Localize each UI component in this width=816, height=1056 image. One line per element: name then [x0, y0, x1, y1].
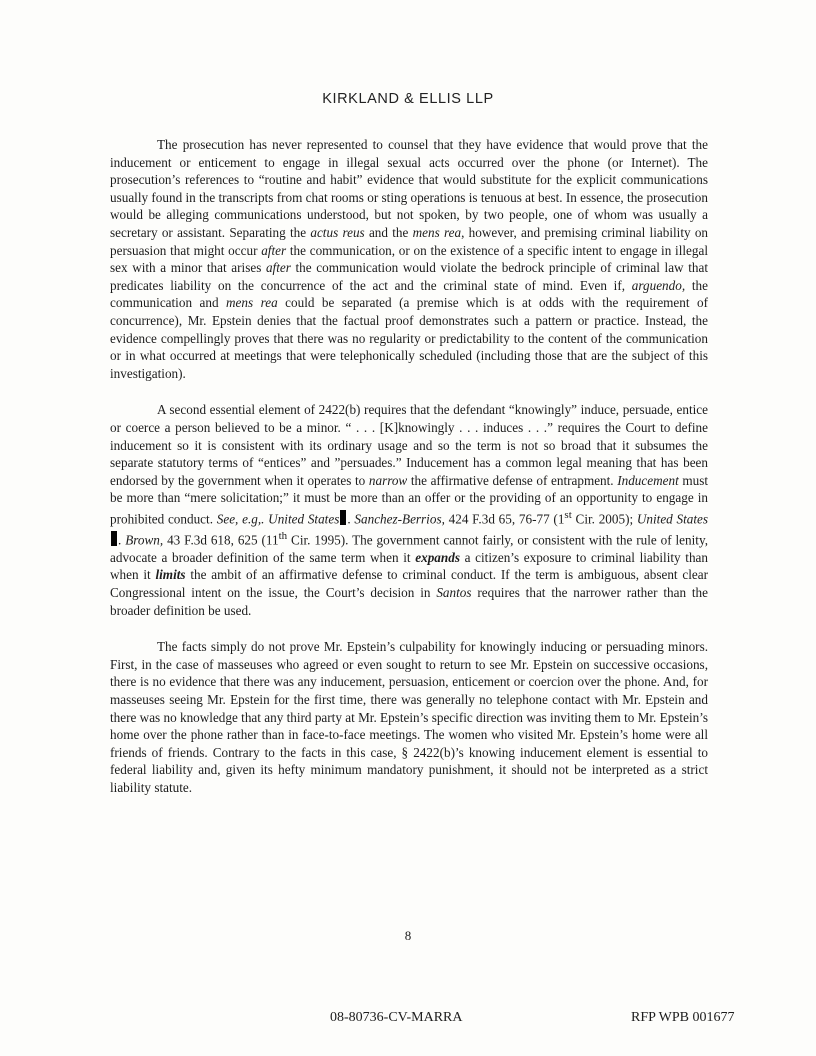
text-run: the communication and [110, 277, 708, 311]
text-run: the communication would violate the bedrock principle of criminal law that predicates liability on the concurrence of the act and the criminal state of mind. Even if, [110, 260, 708, 293]
text-run: 424 F.3d 65, 76-77 (1 [444, 511, 565, 527]
ordinal-superscript: st [564, 508, 572, 521]
letterhead-firm-name: KIRKLAND & ELLIS LLP [322, 91, 494, 107]
text-run: a citizen’s exposure to criminal liability than when it [110, 549, 708, 583]
italic-term: after [265, 260, 291, 276]
text-run: The prosecution has never represented to counsel that they have evidence that would prove that the inducement or enticement to engage in illegal sexual acts occurred over the phone (or Internet). The prosecution’s references to “routine and habit” evidence that would substitute for the explicit communications usually found in the transcripts from chat rooms or sting operations is tenuous at best. In essence, the prosecution would be alleging communications understood, but not spoken, by two people, one of whom was usually a secretary or assistant. Separating the [110, 137, 708, 240]
case-name: United States [636, 511, 709, 527]
emphasized-term: limits [155, 567, 186, 583]
text-run: , however, and premising criminal liability on persuasion that might occur [110, 224, 709, 258]
italic-term: narrow [368, 472, 408, 488]
italic-term: mens rea [226, 295, 278, 311]
italic-term: Inducement [617, 472, 679, 488]
text-run: . [118, 532, 126, 548]
document-body [110, 136, 708, 816]
text-run: the ambit of an affirmative defense to criminal conduct. If the term is ambiguous, absent clear Congressional intent on the issue, the Court’s decision in [110, 567, 708, 601]
paragraph-3 [110, 638, 708, 796]
text-run: The facts simply do not prove Mr. Epstein’s culpability for knowingly inducing or persuading minors. First, in the case of masseuses who agreed or even sought to return to see Mr. Epstein on successive occasions, there is no evidence that there was any inducement, persuasion, enticement or coercion over the phone. And, for masseuses seeing Mr. Epstein for the first time, there was generally no telephone contact with Mr. Epstein and there was no knowledge that any third party at Mr. Epstein’s specific direction was inviting them to Mr. Epstein’s home over the phone rather than in face-to-face meetings. The women who visited Mr. Epstein’s home were all friends of friends. Contrary to the facts in this case, § 2422(b)’s knowing inducement element is essential to federal liability and, given its hefty minimum mandatory punishment, it should not be interpreted as a strict liability statute. [110, 639, 708, 795]
italic-term: actus reus [310, 224, 365, 240]
paragraph-1 [110, 136, 708, 382]
text-run: . [347, 511, 355, 527]
italic-term: after [261, 242, 287, 258]
footer-bates-number: RFP WPB 001677 [631, 1010, 735, 1025]
text-run: Cir. 1995). The government cannot fairly, or consistent with the rule of lenity, advocate a broader definition of the same term when it [110, 532, 708, 565]
emphasized-term: expands [415, 549, 460, 565]
ordinal-superscript: th [278, 529, 288, 542]
case-name: Sanchez-Berrios, [354, 511, 445, 527]
text-run: requires that the narrower rather than the broader definition be used. [110, 585, 709, 618]
text-run: the communication, or on the existence of a specific intent to engage in illegal sex with a minor that arises [110, 242, 708, 276]
case-name: Santos [436, 585, 472, 601]
italic-term: arguendo, [631, 277, 686, 293]
redaction-mark [340, 510, 346, 525]
page-number: 8 [404, 928, 412, 943]
case-name: Brown, [125, 532, 164, 548]
text-run: Cir. 2005); [571, 511, 637, 527]
text-run: 43 F.3d 618, 625 (11 [163, 532, 279, 548]
paragraph-2 [110, 401, 708, 619]
footer-case-number: 08-80736-CV-MARRA [330, 1010, 463, 1025]
text-run: and the [364, 224, 413, 240]
citation-signal: See, e.g,. United States [216, 511, 340, 527]
text-run: could be separated (a premise which is at odds with the requirement of concurrence), Mr. Epstein denies that the factual proof demonstrates such a pattern or practice. Instead, the evidence compellingly proves that there was no regularity or predictability to the content of the communication or in what occurred at meetings that were telephonically scheduled (including those that are the subject of this investigation). [110, 295, 708, 381]
text-run: A second essential element of 2422(b) requires that the defendant “knowingly” induce, persuade, entice or coerce a person believed to be a minor. “ . . . [K]knowingly . . . induces . . .” requires the Court to define inducement so it is consistent with its ordinary usage and so the term is not so broad that it subsumes the separate statutory terms of “entices” and ”persuades.” Inducement has a common legal meaning that has been endorsed by the government when it operates to [110, 402, 708, 488]
text-run: must be more than “mere solicitation;” it must be more than an offer or the providing of an opportunity to engage in prohibited conduct. [110, 472, 708, 527]
text-run: the affirmative defense of entrapment. [407, 472, 618, 488]
redaction-mark [111, 531, 117, 546]
italic-term: mens rea [412, 224, 462, 240]
